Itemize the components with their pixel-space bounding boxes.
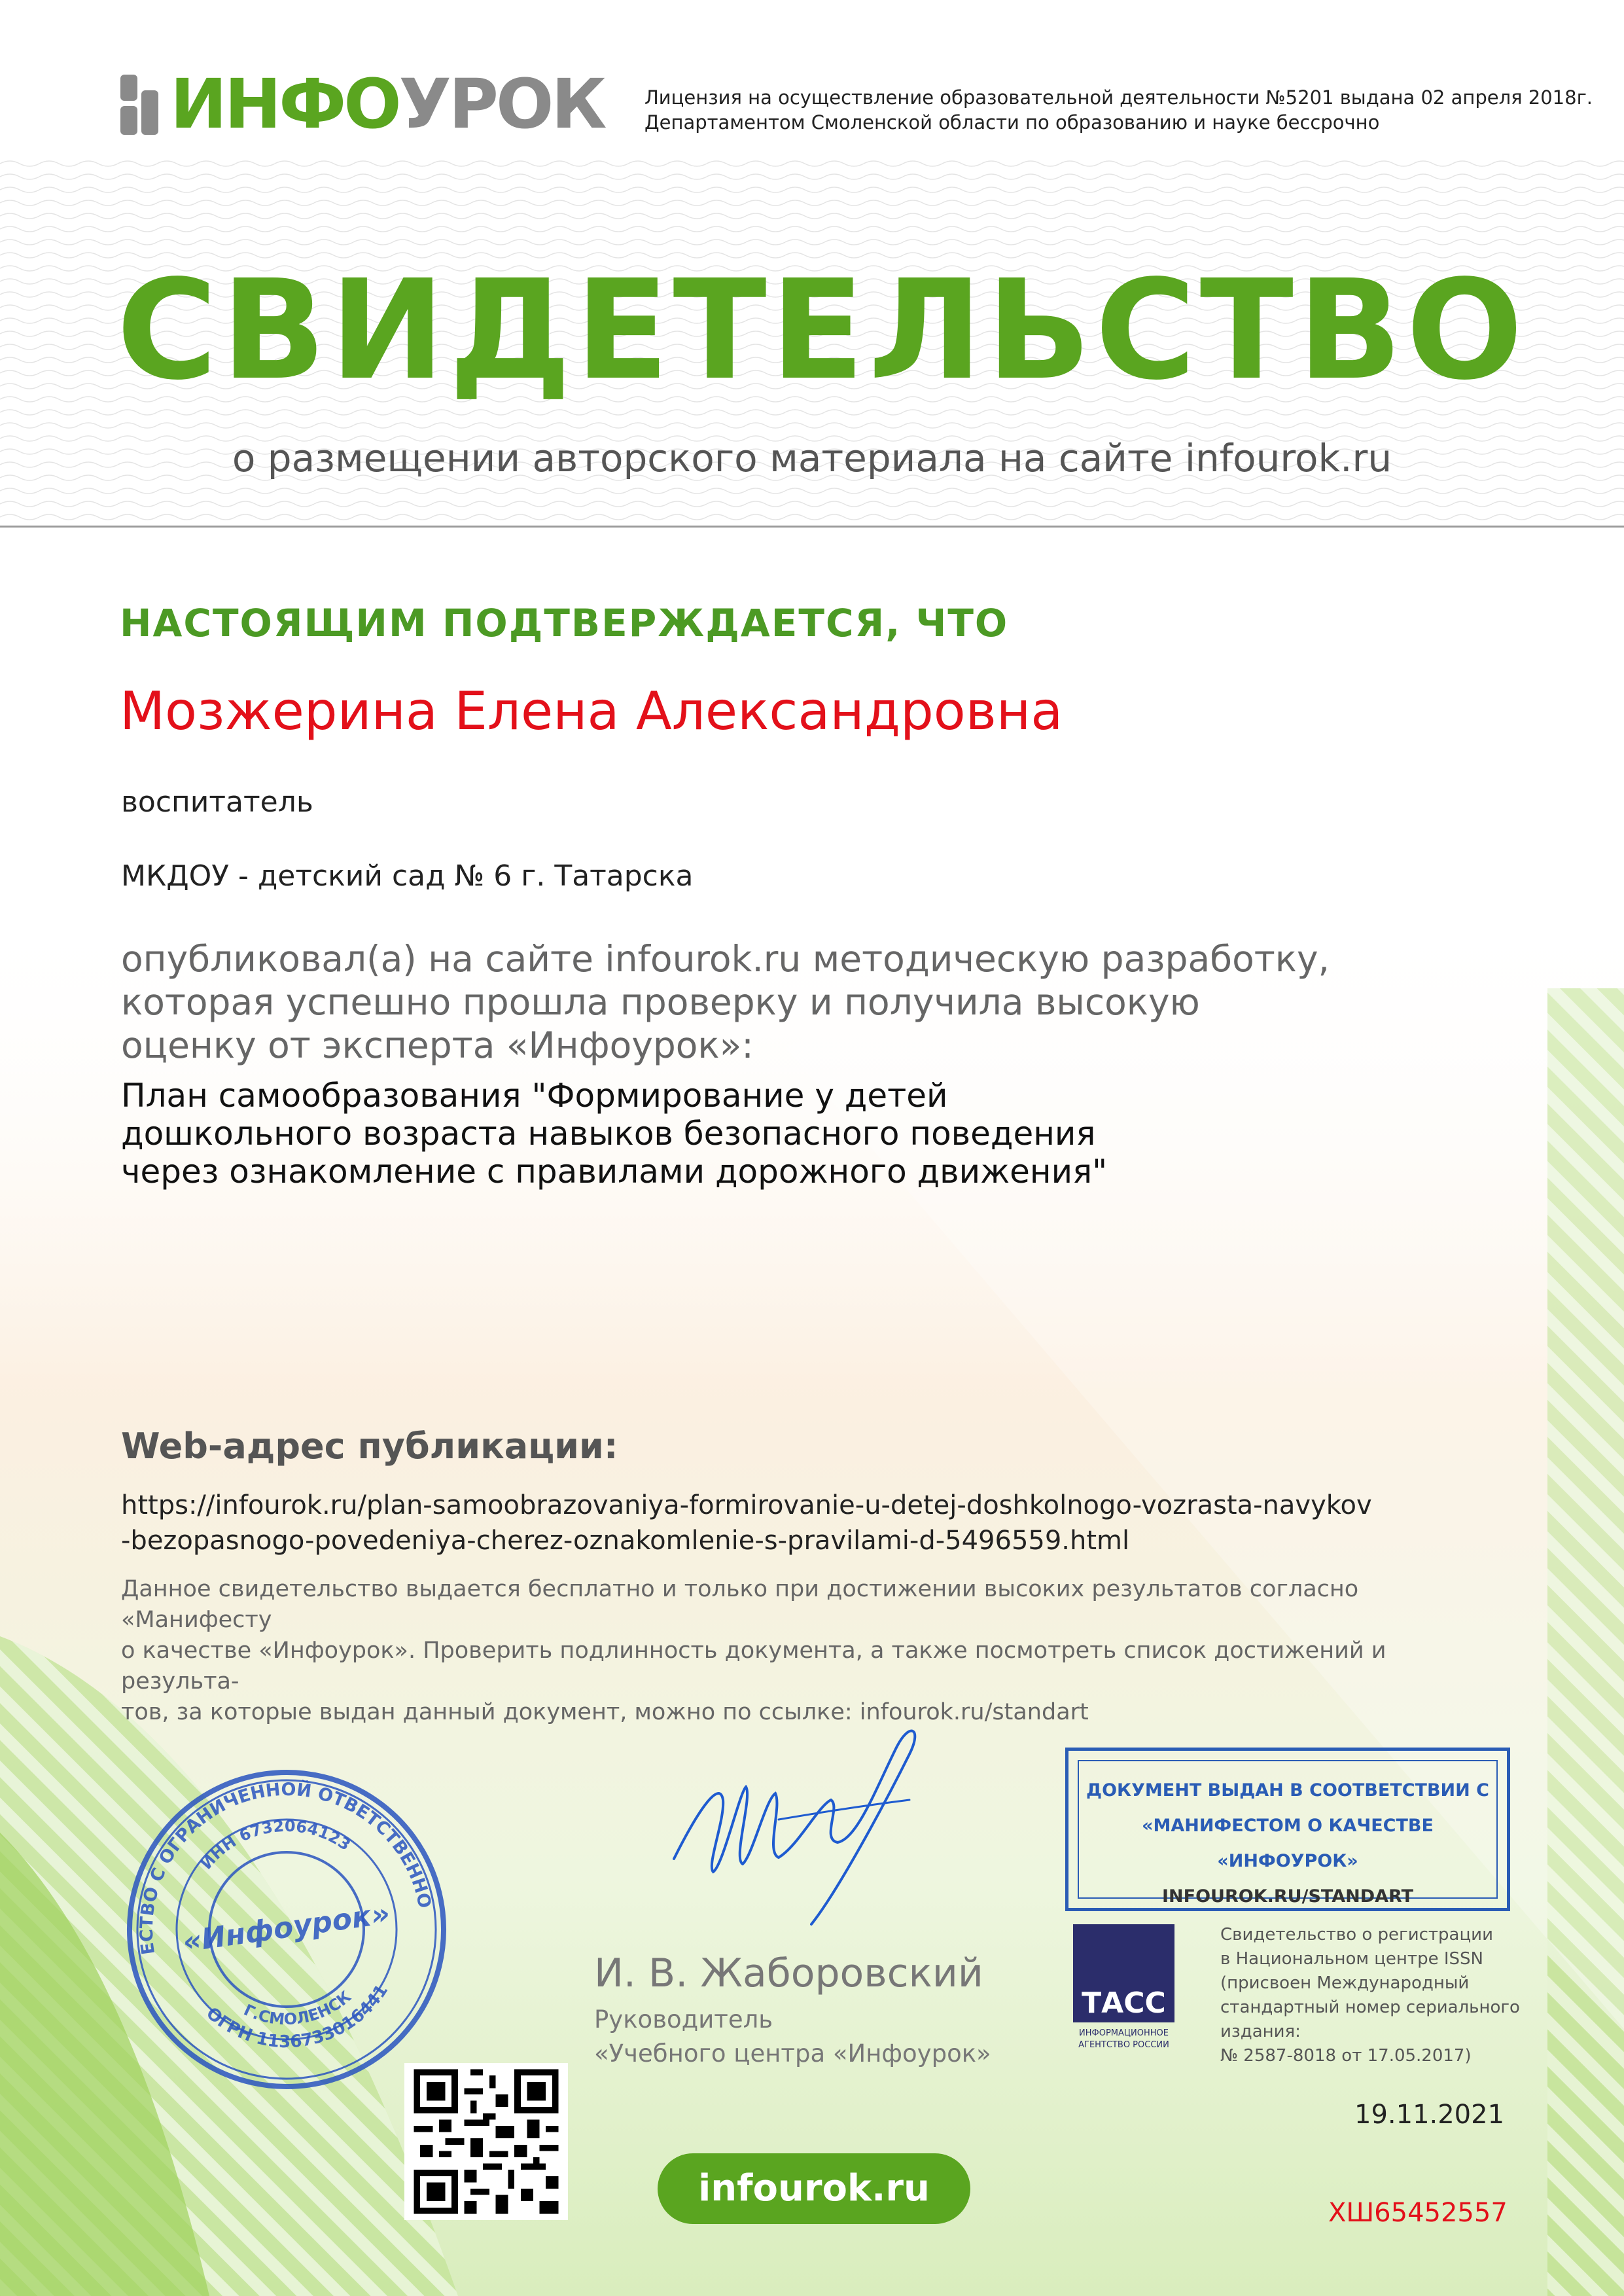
- published-text: опубликовал(а) на сайте infourok.ru методическую разработку, которая успешно прошла проверку и получила высокую оценку от эксперта «Инфоурок»:: [121, 938, 1330, 1066]
- certificate-title: СВИДЕТЕЛЬСТВО: [116, 250, 1527, 410]
- manifest-line-2: «МАНИФЕСТОМ О КАЧЕСТВЕ «ИНФОУРОК»: [1142, 1816, 1434, 1871]
- stamp-inn: ИНН 6732064123: [197, 1816, 354, 1873]
- material-title: План самообразования "Формирование у детей дошкольного возраста навыков безопасного поведения через ознакомление с правилами дорожного движения": [121, 1077, 1108, 1191]
- tass-word: ТАСС: [1082, 1986, 1166, 2020]
- company-stamp: [123, 1766, 450, 2093]
- tass-caption: ИНФОРМАЦИОННОЕ АГЕНТСТВО РОССИИ: [1078, 2028, 1169, 2050]
- manifest-link[interactable]: INFOUROK.RU/STANDART: [1161, 1886, 1414, 1907]
- stamp-city: Г.СМОЛЕНСК: [241, 1987, 355, 2029]
- infourok-logo: [118, 64, 605, 144]
- web-address-heading: Web-адрес публикации:: [121, 1426, 618, 1467]
- signature: [661, 1708, 936, 1944]
- signer-name: И. В. Жаборовский: [594, 1950, 983, 1996]
- recipient-name: Мозжерина Елена Александровна: [120, 681, 1063, 742]
- manifest-line-1: ДОКУМЕНТ ВЫДАН В СООТВЕТСТВИИ С: [1086, 1780, 1489, 1801]
- confirm-heading: НАСТОЯЩИМ ПОДТВЕРЖДАЕТСЯ, ЧТО: [120, 601, 1009, 645]
- validity-note: Данное свидетельство выдается бесплатно и только при достижении высоких результатов согласно «Манифесту о качестве «Инфоурок». Проверить подлинность документа, а также посмотреть список достижений и результа- тов, за которые выдан данный документ, можно по ссылке: infourok.ru/standart: [121, 1576, 1386, 1725]
- issue-date: 19.11.2021: [1354, 2100, 1505, 2130]
- publication-url[interactable]: https://infourok.ru/plan-samoobrazovaniya-formirovanie-u-detej-doshkolnogo-vozrasta-navykov -bezopasnogo-povedeniya-cherez-oznakomlenie-s-pravilami-d-5496559.html: [121, 1490, 1372, 1556]
- site-link-button[interactable]: infourok.ru: [658, 2153, 970, 2224]
- logo-text: ИНФОУРОК: [170, 64, 605, 144]
- stamp-center: «Инфоурок»: [181, 1897, 392, 1959]
- divider: [0, 526, 1624, 528]
- manifest-box: [1065, 1748, 1510, 1911]
- license-text: Лицензия на осуществление образовательной деятельности №5201 выдана 02 апреля 2018г. Департаментом Смоленской области по образованию и науке бессрочно: [644, 86, 1593, 134]
- tass-logo: [1073, 1924, 1174, 2058]
- serial-number: ХШ65452557: [1328, 2198, 1508, 2228]
- stamp-ogrn: ОГРН 1136733016441: [202, 1981, 393, 2053]
- recipient-position: воспитатель: [121, 785, 313, 819]
- recipient-organization: МКДОУ - детский сад № 6 г. Татарска: [121, 859, 694, 893]
- issn-registration: Свидетельство о регистрации в Национальном центре ISSN (присвоен Международный стандартный номер сериального издания: № 2587-8018 от 17.05.2017): [1220, 1925, 1520, 2066]
- qr-code-icon: [404, 2063, 568, 2220]
- logo-mark-icon: [118, 71, 164, 136]
- certificate-subtitle: о размещении авторского материала на сайте infourok.ru: [232, 436, 1392, 480]
- stamp-outer-text: ОБЩЕСТВО С ОГРАНИЧЕННОЙ ОТВЕТСТВЕННОСТЬЮ: [136, 1779, 435, 1956]
- signer-role: Руководитель «Учебного центра «Инфоурок»: [594, 2005, 991, 2068]
